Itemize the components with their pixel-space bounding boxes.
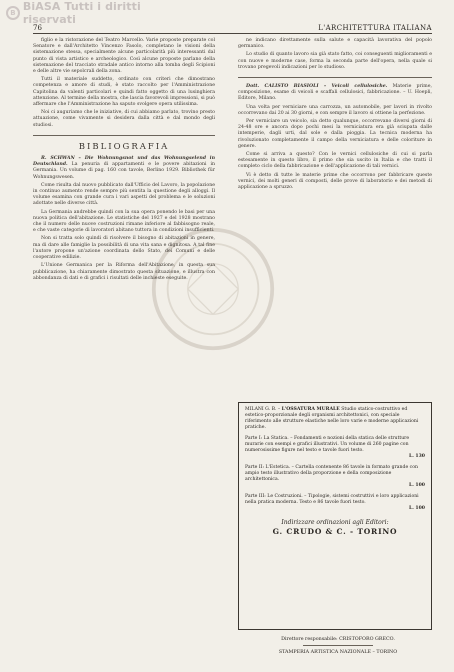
page-header	[33, 22, 432, 34]
body-paragraph: figlio e la ristorazione del Teatro Marcello. Varie proposte preparate col Senatore e dall'Architetto Vincenzo Fasolo, completano le visioni della sistemazione stessa, specialmente alcune particolarità più interessanti dal punto di vista artistico e archeologico. Così alcune proposte parlano della sistemazione del tracciato stradale antico intorno alla tomba degli Scipioni e delle altre vie sepolcrali della zona.	[33, 38, 215, 75]
footer-director	[258, 637, 418, 646]
entry-description: La penuria di appartamenti e le povere abitazioni in Germania. Un volume di pag. 160 con tavole, Berlino 1929. Bibliothek für Wohnungswesen.	[33, 162, 215, 180]
footer-printer: STAMPERIA ARTISTICA NAZIONALE – TORINO	[278, 650, 398, 655]
body-paragraph: ne indicano direttamente sulla salute e capacità lavorativa del popolo germanico.	[238, 38, 432, 50]
director-credit: Direttore responsabile: CRISTOFORO GRECO.	[281, 637, 395, 642]
ad-part-text: Parte III: Le Costruzioni. – Tipologie, sistemi costruttivi e loro applicazioni nella pratica moderna. Testo e 86 tavole fuori testo.	[245, 494, 419, 505]
body-paragraph: Vi è detto di tutte le materie prime che occorrono per fabbricare queste vernici, dei molti generi di composti, delle prove di laboratorio e dei metodi di applicazione a spruzzo.	[238, 172, 432, 191]
right-column	[238, 38, 432, 193]
ad-part	[245, 465, 425, 489]
bibliography-entry	[33, 156, 215, 181]
ad-author: MILANI G. B. –	[245, 407, 281, 412]
ad-part-text: Parte II: L'Estetica. – Cartella contenente 86 tavole in formato grande con ampio testo illustrativo della proporzione e della composizione architettonica.	[245, 465, 418, 482]
body-paragraph: L'Unione Germanica per la Riforma dell'Abitazione, in questa sua pubblicazione, ha chiaramente dimostrato questa situazione, e illustra con abbondanza di dati e di grafici i risultati delle inchieste eseguite.	[33, 263, 215, 281]
running-title: L'ARCHITETTURA ITALIANA	[318, 24, 432, 32]
divider	[303, 645, 373, 646]
ad-part-price: L. 100	[408, 506, 425, 511]
divider	[238, 77, 432, 78]
body-paragraph: Per verniciare un veicolo, sia detto qualunque, occorrevano diversi giorni di 24-48 ore e ancora dopo pochi mesi la verniciatura era già sciupata dalle intemperie, dagli urti, dal sole e dalla pioggia. La tecnica moderna ha rivoluzionato completamente il campo della verniciatura e delle coloriture in genere.	[238, 119, 432, 149]
bibliography-heading: BIBLIOGRAFIA	[78, 141, 170, 152]
bibliography-entry	[238, 84, 432, 103]
entry-reference: Dott. CALISTO BIASIOLI – Veicoli cellulosiche.	[246, 84, 388, 90]
ad-heading	[245, 407, 425, 431]
ad-part-price: L. 100	[408, 483, 425, 488]
ad-subtitle: Studio statico-costruttivo ed estetico-proporzionale degli organismi architettonici, con speciale riferimento alle strutture elastiche nelle loro varie e moderne applicazioni pratiche.	[245, 407, 419, 430]
biasa-logo-icon: B	[6, 6, 20, 20]
left-column	[33, 38, 215, 284]
ad-part	[245, 436, 425, 460]
entry-reference: R. SCHWAN – Die Wohnungsnot und das Wohnungselend in Deutschland.	[33, 156, 215, 168]
ad-publisher: G. CRUDO & C. - TORINO	[272, 527, 398, 536]
watermark-text: BiASA Tutti i diritti riservati	[22, 0, 141, 26]
entry-description: Materie prime, composizione, esame di veicoli e scaffali cellulosici, fabbricazione. – U. Hoepli, Editore, Milano.	[238, 84, 432, 102]
ad-part-text: Parte I: La Statica. – Fondamenti e nozioni della statica delle strutture murarie con esempi e grafici illustrativi. Un volume di 260 pagine con numerosissime figure nel testo e tavole fuori testo.	[245, 436, 410, 453]
watermark	[6, 2, 196, 24]
ad-title: L'OSSATURA MURALE	[281, 407, 340, 412]
ad-part	[245, 494, 425, 512]
body-paragraph: Non si tratta solo quindi di risolvere il bisogno di abitazioni in genere, ma di dare alle famiglie la possibilità di una vita sana e dignitosa. A tal fine l'autore propone un'azione coordinata dello Stato, dei Comuni e delle cooperative edilizie.	[33, 236, 215, 261]
body-paragraph: Come si arriva a questo? Con le vernici cellulosiche di cui si parla estesamente in questo libro, il primo che sia uscito in Italia e che tratti il completo ciclo della fabbricazione e dell'applicazione di tali vernici.	[238, 152, 432, 170]
body-paragraph: Una volta per verniciare una carrozza, un automobile, per lavori in rivolto occorrevano dai 20 ai 30 giorni, e con sempre il lavoro si ottiene la perfezione.	[238, 104, 432, 116]
ad-part-price: L. 130	[408, 454, 425, 459]
ad-ordering-note: Indirizzare ordinazioni agli Editori:	[281, 519, 389, 526]
body-paragraph: Tutti il materiale suddetto, ordinato con criteri che dimostrano competenza e amore di studi, è stato raccolto per l'Amministrazione Capitolina da valenti particolari e quindi fatto oggetto di una lusinghiera attenzione. Al termine della mostra, che lascia favorevoli impressioni, si può affermare che l'Amministrazione ha saputo svolgere opera utilissima.	[33, 77, 215, 108]
body-paragraph: La Germania andrebbe quindi con la sua opera ponendo le basi per una nuova politica dell'abitazione. Le statistiche del 1927 e del 1928 mostrano che il numero delle nuove costruzioni rimane inferiore al fabbisogno reale, e che vaste categorie di lavoratori abitano tuttora in condizioni insufficienti.	[33, 209, 215, 234]
divider	[33, 135, 215, 136]
body-paragraph: Noi ci auguriamo che le iniziative, di cui abbiamo parlato, trovino presto attuazione, come vivamente si desidera dalla città e dal mondo degli studiosi.	[33, 110, 215, 128]
advertisement-box	[238, 402, 432, 630]
page-number: 76	[33, 24, 42, 32]
body-paragraph: Lo studio di quanto lavoro sia già stato fatto, coi conseguenti miglioramenti e con nuove e moderne case, forma la seconda parte dell'opera, nella quale si trovano pregevoli indicazioni per lo studioso.	[238, 52, 432, 70]
body-paragraph: Come risulta dal nuovo pubblicato dall'Ufficio del Lavoro, la popolazione in continuo aumento rende sempre più sentita la questione degli alloggi. Il volume esamina con grande cura i vari aspetti del problema e le soluzioni adottate nelle diverse città.	[33, 182, 215, 207]
